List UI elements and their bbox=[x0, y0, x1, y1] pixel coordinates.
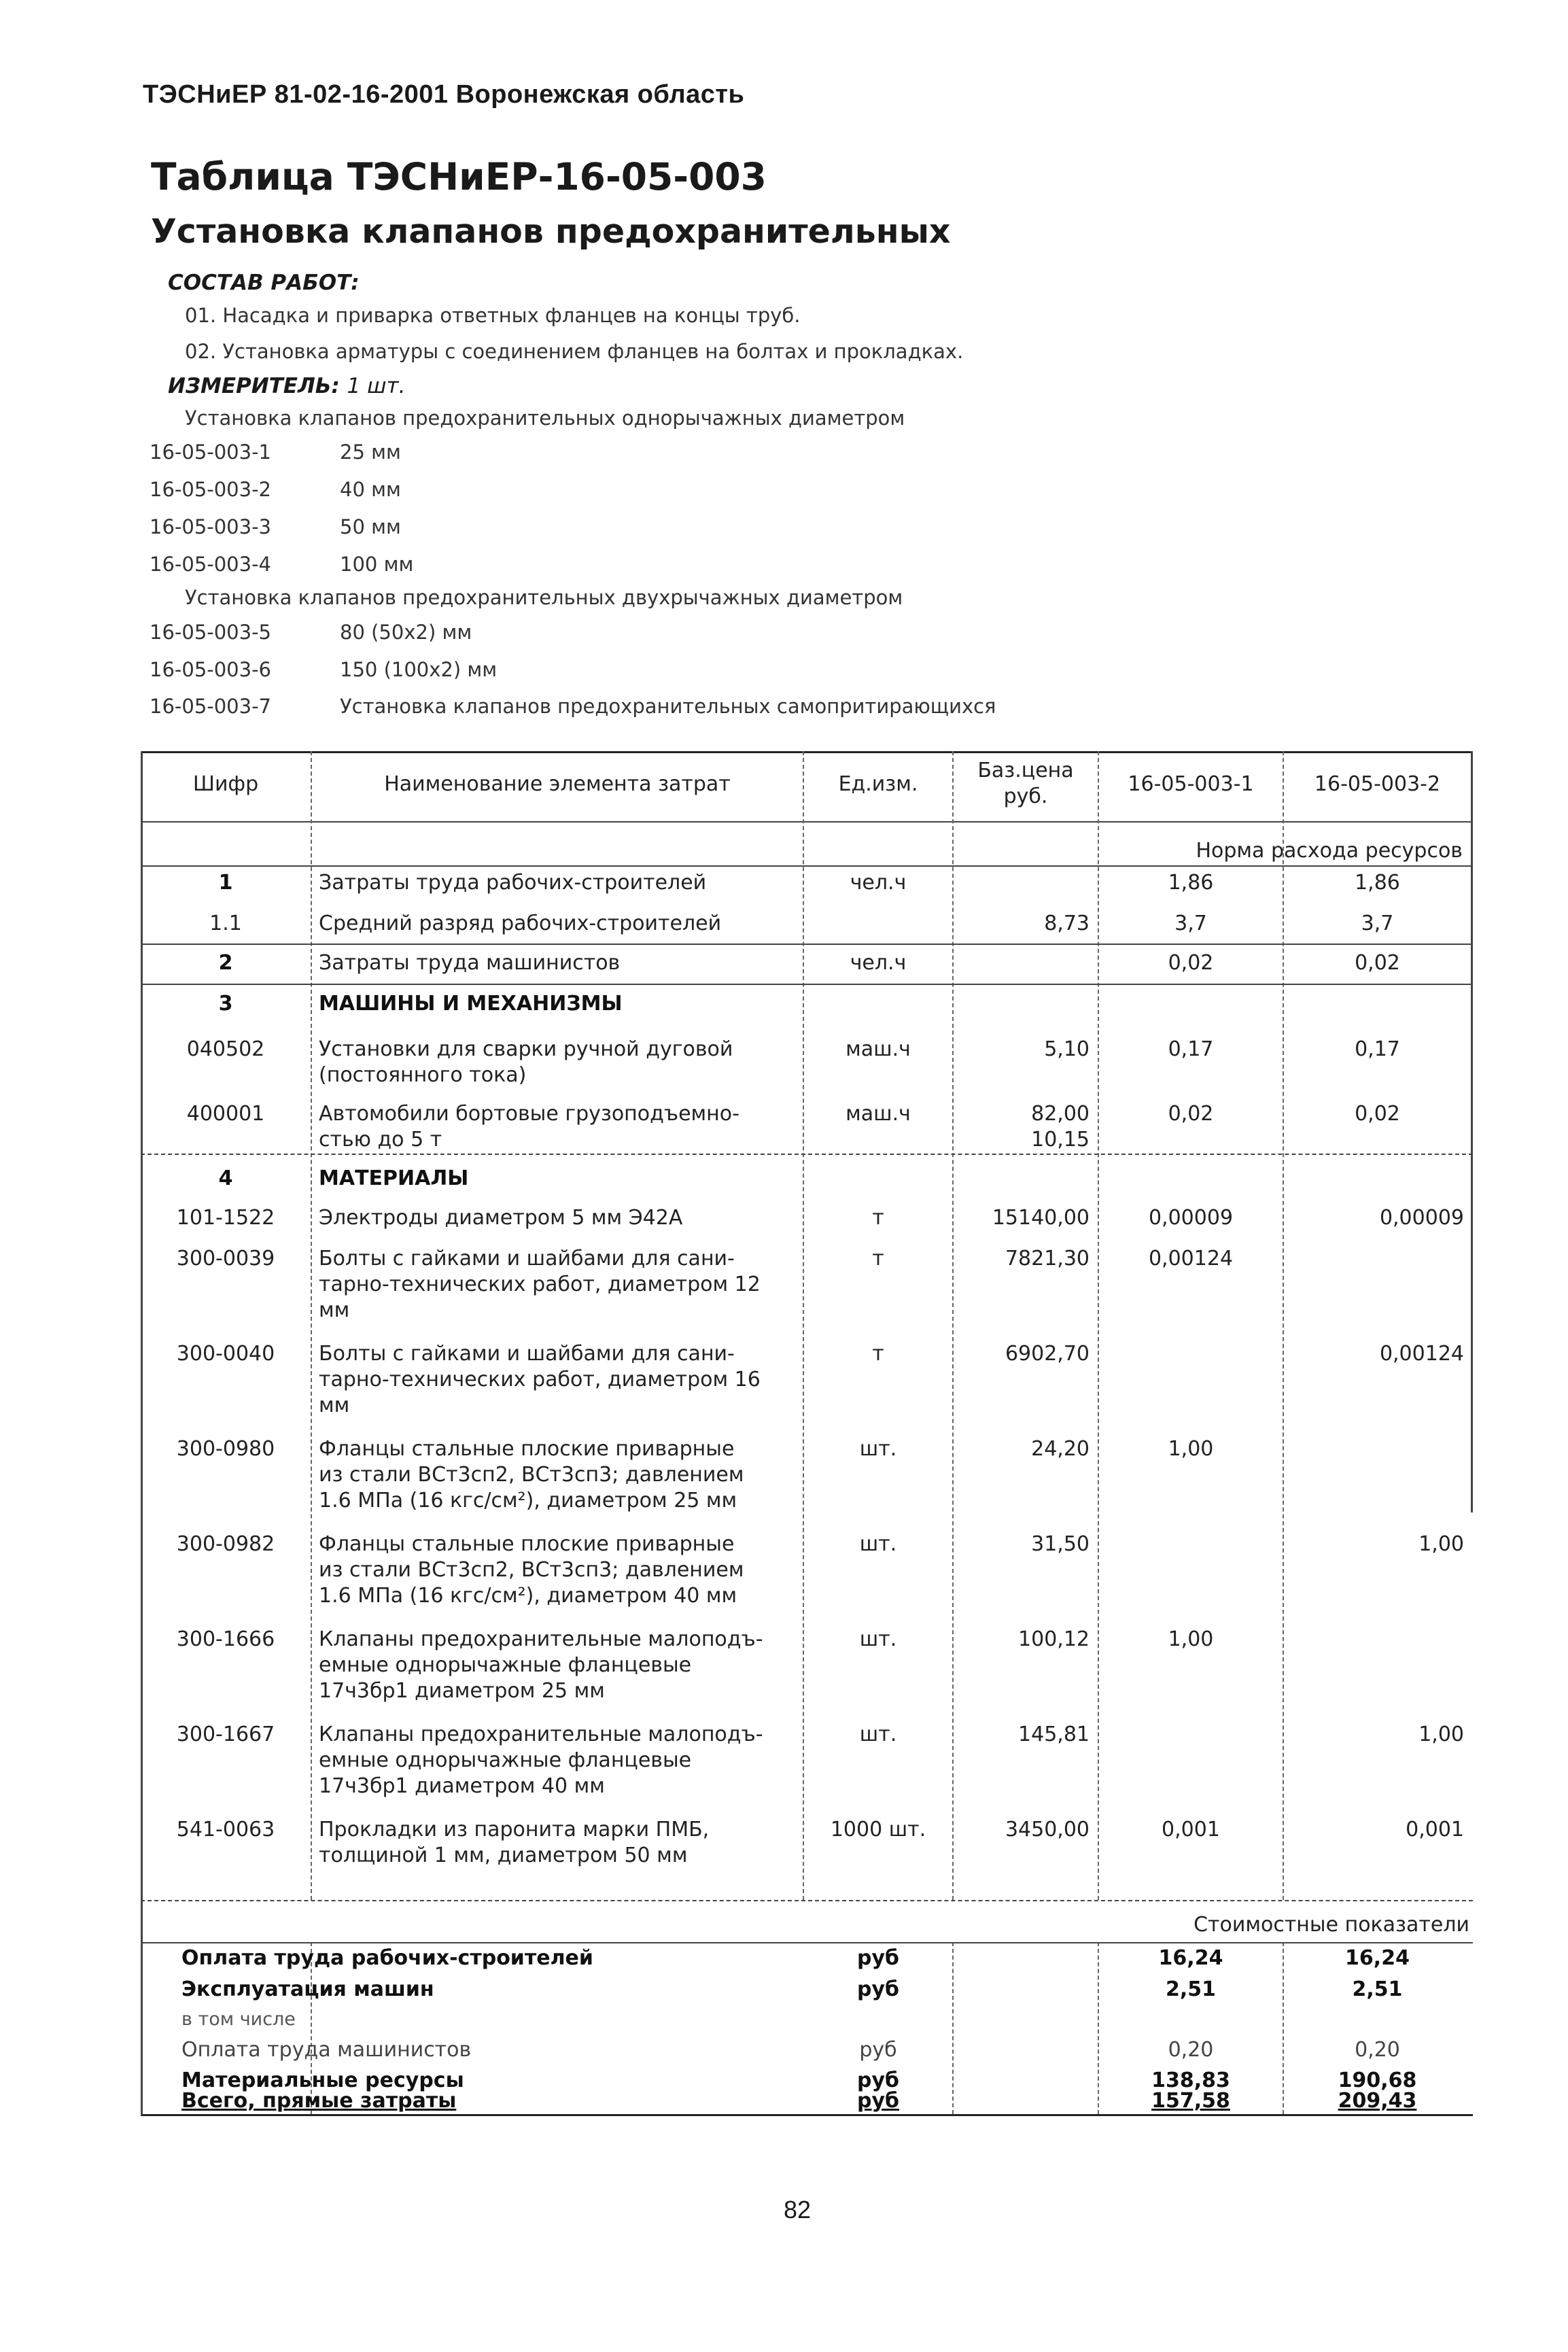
row-10-unit: т bbox=[872, 1342, 884, 1366]
cost-row-4-v2: 0,20 bbox=[1355, 2038, 1400, 2062]
row-13-name: Клапаны предохранительные малоподъ- емные однорычажные фланцевые 17ч3бр1 диаметром 25 мм bbox=[319, 1627, 763, 1703]
cost-row-1-v2: 16,24 bbox=[1345, 1946, 1410, 1970]
code-7: 16-05-003-7 bbox=[150, 695, 271, 718]
row-2-v2: 3,7 bbox=[1361, 912, 1394, 935]
code-2: 16-05-003-2 bbox=[150, 478, 271, 501]
row-6-v1: 0,02 bbox=[1168, 1102, 1214, 1126]
code-5: 16-05-003-5 bbox=[150, 621, 271, 644]
row-1-v2: 1,86 bbox=[1355, 871, 1400, 895]
table-border-top bbox=[141, 751, 1473, 753]
row-8-v2: 0,00009 bbox=[1379, 1206, 1464, 1230]
row-15-v1: 0,001 bbox=[1162, 1818, 1220, 1841]
cost-row-2-name: Эксплуатация машин bbox=[181, 1977, 434, 2001]
row-15-v2: 0,001 bbox=[1406, 1818, 1464, 1841]
row-14-v2: 1,00 bbox=[1418, 1723, 1464, 1746]
row-15-code: 541-0063 bbox=[176, 1818, 275, 1841]
row-6-code: 400001 bbox=[186, 1102, 265, 1126]
row-8-code: 101-1522 bbox=[176, 1206, 275, 1230]
row-4-code: 3 bbox=[218, 992, 233, 1016]
row-3-v1: 0,02 bbox=[1168, 951, 1214, 975]
row-14-unit: шт. bbox=[859, 1723, 897, 1746]
page-number: 82 bbox=[784, 2196, 812, 2224]
group2-title: Установка клапанов предохранительных двухрычажных диаметром bbox=[185, 586, 903, 609]
cost-row-5-v1: 138,83 bbox=[1151, 2069, 1230, 2092]
header-unit: Ед.изм. bbox=[838, 772, 918, 796]
materials-end-rule bbox=[141, 1900, 1473, 1901]
row-15-name: Прокладки из паронита марки ПМБ, толщиной 1 мм, диаметром 50 мм bbox=[319, 1818, 710, 1867]
row-13-code: 300-1666 bbox=[176, 1627, 275, 1651]
cost-row-1-unit: руб bbox=[857, 1946, 899, 1970]
cost-row-2-v2: 2,51 bbox=[1352, 1977, 1403, 2001]
row-6-name: Автомобили бортовые грузоподъемно- стью до 5 т bbox=[319, 1102, 739, 1152]
header-price: Баз.цена руб. bbox=[977, 759, 1074, 808]
work-item-2: 02. Установка арматуры с соединением фланцев на болтах и прокладках. bbox=[185, 340, 964, 363]
row-2-v1: 3,7 bbox=[1174, 912, 1207, 935]
row-6-price: 82,00 10,15 bbox=[1031, 1102, 1090, 1152]
row-12-name: Фланцы стальные плоские приварные из стали ВСт3сп2, ВСт3сп3; давлением 1.6 МПа (16 кгс/см²), диаметром 40 мм bbox=[319, 1532, 744, 1608]
row-rule-c bbox=[141, 1154, 1473, 1155]
cost-row-1-v1: 16,24 bbox=[1158, 1946, 1223, 1970]
row-13-unit: шт. bbox=[859, 1627, 897, 1651]
row-3-code: 2 bbox=[218, 951, 233, 975]
row-10-v2: 0,00124 bbox=[1379, 1342, 1464, 1366]
row-1-unit: чел.ч bbox=[850, 871, 907, 895]
row-7-name: МАТЕРИАЛЫ bbox=[319, 1166, 469, 1190]
row-1-v1: 1,86 bbox=[1168, 871, 1214, 895]
code-1: 16-05-003-1 bbox=[150, 440, 271, 464]
cost-caption: Стоимостные показатели bbox=[1194, 1913, 1469, 1937]
row-9-code: 300-0039 bbox=[176, 1247, 275, 1270]
row-12-unit: шт. bbox=[859, 1532, 897, 1556]
cost-row-4-v1: 0,20 bbox=[1168, 2038, 1214, 2062]
cost-row-5-v2: 190,68 bbox=[1338, 2069, 1417, 2092]
row-8-v1: 0,00009 bbox=[1148, 1206, 1234, 1230]
row-8-price: 15140,00 bbox=[992, 1206, 1090, 1230]
norm-caption: Норма расхода ресурсов bbox=[1196, 839, 1463, 863]
table-title: Таблица ТЭСНиЕР-16-05-003 bbox=[151, 155, 767, 198]
row-1-name: Затраты труда рабочих-строителей bbox=[319, 871, 707, 895]
cost-rule bbox=[141, 1942, 1473, 1943]
cost-row-5-unit: руб bbox=[857, 2069, 899, 2092]
row-6-v2: 0,02 bbox=[1355, 1102, 1400, 1126]
row-5-v2: 0,17 bbox=[1355, 1037, 1400, 1061]
table-border-bottom bbox=[141, 2114, 1473, 2116]
row-15-price: 3450,00 bbox=[1005, 1818, 1090, 1841]
row-3-v2: 0,02 bbox=[1355, 951, 1400, 975]
cost-row-6-name: Всего, прямые затраты bbox=[181, 2089, 457, 2113]
row-2-name: Средний разряд рабочих-строителей bbox=[319, 912, 722, 935]
row-11-price: 24,20 bbox=[1031, 1437, 1090, 1461]
row-11-unit: шт. bbox=[859, 1437, 897, 1461]
row-3-name: Затраты труда машинистов bbox=[319, 951, 621, 975]
code-3-desc: 50 мм bbox=[340, 515, 401, 538]
code-1-desc: 25 мм bbox=[340, 440, 401, 464]
code-3: 16-05-003-3 bbox=[150, 515, 271, 538]
cost-row-2-unit: руб bbox=[857, 1977, 899, 2001]
row-3-unit: чел.ч bbox=[850, 951, 907, 975]
row-5-code: 040502 bbox=[186, 1037, 265, 1061]
row-4-name: МАШИНЫ И МЕХАНИЗМЫ bbox=[319, 992, 623, 1016]
measure-label: ИЗМЕРИТЕЛЬ: bbox=[168, 374, 340, 398]
row-10-code: 300-0040 bbox=[176, 1342, 275, 1366]
row-12-code: 300-0982 bbox=[176, 1532, 275, 1556]
row-5-unit: маш.ч bbox=[846, 1037, 911, 1061]
row-1-code: 1 bbox=[218, 871, 233, 895]
cost-row-3-name: в том числе bbox=[181, 2009, 296, 2030]
header-col2: 16-05-003-2 bbox=[1314, 772, 1441, 796]
row-11-code: 300-0980 bbox=[176, 1437, 275, 1461]
code-2-desc: 40 мм bbox=[340, 478, 401, 501]
work-composition-label: СОСТАВ РАБОТ: bbox=[168, 271, 360, 295]
row-11-name: Фланцы стальные плоские приварные из стали ВСт3сп2, ВСт3сп3; давлением 1.6 МПа (16 кгс/см²), диаметром 25 мм bbox=[319, 1437, 744, 1512]
header-rule bbox=[141, 821, 1473, 823]
row-13-v1: 1,00 bbox=[1168, 1627, 1214, 1651]
col-sep-1 bbox=[311, 751, 312, 1900]
row-8-name: Электроды диаметром 5 мм Э42А bbox=[319, 1206, 683, 1230]
group1-title: Установка клапанов предохранительных однорычажных диаметром bbox=[185, 407, 905, 430]
row-11-v1: 1,00 bbox=[1168, 1437, 1214, 1461]
cost-row-6-unit: руб bbox=[857, 2089, 899, 2113]
resource-table bbox=[141, 751, 1473, 2117]
col-sep-3b bbox=[952, 1942, 954, 2114]
code-4-desc: 100 мм bbox=[340, 553, 414, 576]
row-15-unit: 1000 шт. bbox=[830, 1818, 926, 1841]
row-2-code: 1.1 bbox=[209, 912, 242, 935]
cost-row-4-unit: руб bbox=[859, 2038, 897, 2062]
cost-row-6-v2: 209,43 bbox=[1338, 2089, 1417, 2113]
row-14-code: 300-1667 bbox=[176, 1723, 275, 1746]
row-9-name: Болты с гайками и шайбами для сани- тарно-технических работ, диаметром 12 мм bbox=[319, 1247, 761, 1322]
header-code: Шифр bbox=[192, 772, 259, 796]
norm-rule bbox=[141, 865, 1473, 867]
cost-row-1-name: Оплата труда рабочих-строителей bbox=[181, 1946, 593, 1970]
code-6: 16-05-003-6 bbox=[150, 658, 271, 681]
cost-row-2-v1: 2,51 bbox=[1165, 1977, 1217, 2001]
row-14-price: 145,81 bbox=[1018, 1723, 1090, 1746]
code-5-desc: 80 (50х2) мм bbox=[340, 621, 472, 644]
row-12-v2: 1,00 bbox=[1418, 1532, 1464, 1556]
measure-block bbox=[168, 374, 405, 398]
row-7-code: 4 bbox=[218, 1166, 233, 1190]
header-name: Наименование элемента затрат bbox=[384, 772, 731, 796]
row-5-name: Установки для сварки ручной дуговой (постоянного тока) bbox=[319, 1037, 733, 1087]
row-rule-a bbox=[141, 944, 1473, 945]
row-10-name: Болты с гайками и шайбами для сани- тарно-технических работ, диаметром 16 мм bbox=[319, 1342, 761, 1417]
row-14-name: Клапаны предохранительные малоподъ- емные однорычажные фланцевые 17ч3бр1 диаметром 40 мм bbox=[319, 1723, 763, 1798]
cost-row-5-name: Материальные ресурсы bbox=[181, 2069, 464, 2092]
cost-row-4-name: Оплата труда машинистов bbox=[181, 2038, 472, 2062]
code-7-desc: Установка клапанов предохранительных самопритирающихся bbox=[340, 695, 996, 718]
row-2-price: 8,73 bbox=[1044, 912, 1090, 935]
work-item-1: 01. Насадка и приварка ответных фланцев на концы труб. bbox=[185, 304, 801, 327]
row-13-price: 100,12 bbox=[1018, 1627, 1090, 1651]
row-5-price: 5,10 bbox=[1044, 1037, 1090, 1061]
row-rule-b bbox=[141, 984, 1473, 985]
row-9-unit: т bbox=[872, 1247, 884, 1270]
measure-value: 1 шт. bbox=[347, 374, 406, 398]
row-10-price: 6902,70 bbox=[1005, 1342, 1090, 1366]
row-9-price: 7821,30 bbox=[1005, 1247, 1090, 1270]
row-8-unit: т bbox=[872, 1206, 884, 1230]
row-5-v1: 0,17 bbox=[1168, 1037, 1214, 1061]
header-col1: 16-05-003-1 bbox=[1128, 772, 1254, 796]
code-6-desc: 150 (100х2) мм bbox=[340, 658, 498, 681]
row-12-price: 31,50 bbox=[1031, 1532, 1090, 1556]
cost-row-6-v1: 157,58 bbox=[1151, 2089, 1230, 2113]
running-header: ТЭСНиЕР 81-02-16-2001 Воронежская область bbox=[143, 80, 745, 109]
code-4: 16-05-003-4 bbox=[150, 553, 271, 576]
table-subtitle: Установка клапанов предохранительных bbox=[151, 212, 951, 251]
row-6-unit: маш.ч bbox=[846, 1102, 911, 1126]
row-9-v1: 0,00124 bbox=[1148, 1247, 1234, 1270]
